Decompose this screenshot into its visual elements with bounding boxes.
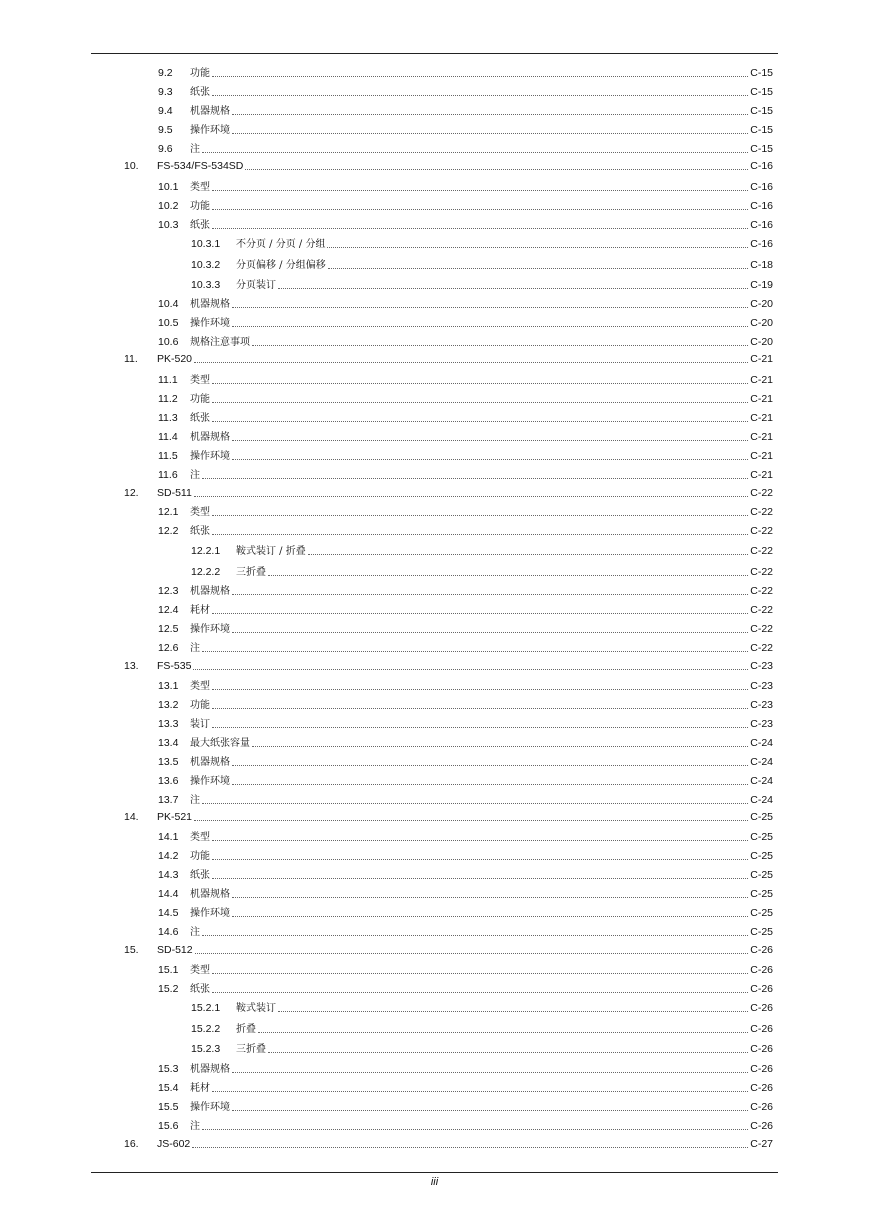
dot-leader bbox=[278, 1010, 748, 1012]
toc-entry-title: PK-521 bbox=[157, 811, 193, 823]
toc-entry-page: C-15 bbox=[750, 105, 773, 117]
page-number: iii bbox=[430, 1176, 439, 1188]
toc-entry[interactable] bbox=[158, 679, 773, 693]
toc-entry-page: C-26 bbox=[750, 1043, 773, 1055]
dot-leader bbox=[258, 1031, 748, 1033]
toc-entry-number: 15.4 bbox=[158, 1082, 179, 1094]
toc-entry[interactable] bbox=[124, 659, 773, 673]
toc-entry-number: 11.6 bbox=[158, 469, 178, 481]
toc-entry-number: 12.3 bbox=[158, 585, 179, 597]
toc-entry-number: 12.4 bbox=[158, 604, 179, 616]
toc-entry-number: 11.3 bbox=[158, 412, 178, 424]
toc-entry-title: 类型 bbox=[190, 965, 210, 976]
dot-leader bbox=[212, 420, 748, 422]
toc-entry-title: 折叠 bbox=[236, 1024, 256, 1035]
toc-entry-title: 类型 bbox=[190, 375, 210, 386]
toc-entry-page: C-21 bbox=[750, 469, 773, 481]
dot-leader bbox=[252, 344, 748, 346]
toc-entry-title: 三折叠 bbox=[236, 567, 266, 578]
footer-rule bbox=[91, 1172, 778, 1173]
toc-entry-page: C-22 bbox=[750, 623, 773, 635]
toc-entry-number: 13.4 bbox=[158, 737, 179, 749]
toc-entry[interactable] bbox=[158, 641, 773, 655]
dot-leader bbox=[268, 1051, 748, 1053]
toc-entry[interactable] bbox=[158, 199, 773, 213]
dot-leader bbox=[232, 325, 748, 327]
toc-entry-page: C-24 bbox=[750, 756, 773, 768]
toc-entry[interactable] bbox=[158, 180, 773, 194]
toc-entry-page: C-20 bbox=[750, 317, 773, 329]
toc-entry-number: 11.4 bbox=[158, 431, 178, 443]
toc-entry-number: 15.1 bbox=[158, 964, 179, 976]
toc-entry-number: 10.3.3 bbox=[191, 279, 221, 291]
toc-entry-page: C-25 bbox=[750, 811, 773, 823]
dot-leader bbox=[212, 707, 748, 709]
toc-entry-number: 13.7 bbox=[158, 794, 179, 806]
toc-entry-number: 12. bbox=[124, 487, 139, 499]
dot-leader bbox=[194, 819, 748, 821]
toc-entry-page: C-26 bbox=[750, 1002, 773, 1014]
toc-entry-title: 注 bbox=[190, 795, 200, 806]
toc-entry-number: 10. bbox=[124, 160, 139, 172]
toc-entry-title: 规格注意事项 bbox=[190, 337, 250, 348]
dot-leader bbox=[232, 593, 748, 595]
toc-entry-title: 注 bbox=[190, 927, 200, 938]
dot-leader bbox=[232, 1109, 748, 1111]
toc-entry-number: 10.4 bbox=[158, 298, 179, 310]
toc-entry-number: 15.2.3 bbox=[191, 1043, 221, 1055]
dot-leader bbox=[202, 1128, 748, 1130]
dot-leader bbox=[232, 915, 748, 917]
toc-entry[interactable] bbox=[158, 142, 773, 156]
toc-entry[interactable] bbox=[158, 297, 773, 311]
dot-leader bbox=[232, 783, 748, 785]
dot-leader bbox=[193, 668, 748, 670]
toc-entry[interactable] bbox=[158, 411, 773, 425]
toc-entry-page: C-24 bbox=[750, 794, 773, 806]
toc-entry-page: C-18 bbox=[750, 259, 773, 271]
toc-entry[interactable] bbox=[191, 237, 773, 251]
toc-entry-number: 15.3 bbox=[158, 1063, 179, 1075]
toc-entry[interactable] bbox=[124, 1137, 773, 1151]
toc-entry-number: 13.3 bbox=[158, 718, 179, 730]
toc-entry-page: C-22 bbox=[750, 506, 773, 518]
toc-entry-title: 耗材 bbox=[190, 1083, 210, 1094]
toc-entry[interactable] bbox=[158, 717, 773, 731]
toc-entry[interactable] bbox=[124, 159, 773, 173]
dot-leader bbox=[278, 287, 748, 289]
toc-entry-page: C-22 bbox=[750, 487, 773, 499]
toc-entry-number: 11.1 bbox=[158, 374, 178, 386]
toc-entry[interactable] bbox=[158, 603, 773, 617]
toc-entry[interactable] bbox=[158, 505, 773, 519]
toc-entry-title: 类型 bbox=[190, 182, 210, 193]
dot-leader bbox=[212, 94, 748, 96]
toc-entry[interactable] bbox=[158, 373, 773, 387]
toc-entry[interactable] bbox=[191, 258, 773, 272]
toc-entry[interactable] bbox=[158, 66, 773, 80]
dot-leader bbox=[232, 896, 748, 898]
toc-entry-number: 14.2 bbox=[158, 850, 179, 862]
toc-entry[interactable] bbox=[158, 755, 773, 769]
toc-entry[interactable] bbox=[158, 736, 773, 750]
toc-entry-page: C-26 bbox=[750, 944, 773, 956]
toc-entry-page: C-15 bbox=[750, 67, 773, 79]
toc-entry-title: 操作环境 bbox=[190, 624, 230, 635]
toc-entry[interactable] bbox=[124, 943, 773, 957]
toc-entry-page: C-24 bbox=[750, 775, 773, 787]
dot-leader bbox=[202, 477, 748, 479]
toc-entry-title: 纸张 bbox=[190, 87, 210, 98]
toc-entry-title: 操作环境 bbox=[190, 1102, 230, 1113]
toc-entry-number: 12.2.2 bbox=[191, 566, 221, 578]
dot-leader bbox=[212, 726, 748, 728]
toc-entry-number: 15.5 bbox=[158, 1101, 179, 1113]
toc-entry-number: 15.2 bbox=[158, 983, 179, 995]
toc-entry-page: C-26 bbox=[750, 983, 773, 995]
toc-entry-title: 类型 bbox=[190, 507, 210, 518]
dot-leader bbox=[232, 132, 748, 134]
toc-entry-page: C-26 bbox=[750, 964, 773, 976]
toc-entry-number: 9.3 bbox=[158, 86, 173, 98]
toc-entry-title: 机器规格 bbox=[190, 1064, 230, 1075]
toc-entry-number: 13.1 bbox=[158, 680, 179, 692]
toc-entry-title: FS-535 bbox=[157, 660, 192, 672]
toc-entry[interactable] bbox=[158, 906, 773, 920]
toc-entry[interactable] bbox=[158, 1119, 773, 1133]
toc-entry-number: 13.2 bbox=[158, 699, 179, 711]
toc-entry-title: 注 bbox=[190, 1121, 200, 1132]
toc-entry[interactable] bbox=[158, 963, 773, 977]
toc-entry-page: C-26 bbox=[750, 1082, 773, 1094]
toc-entry-page: C-25 bbox=[750, 869, 773, 881]
toc-entry-number: 12.2.1 bbox=[191, 545, 221, 557]
dot-leader bbox=[212, 208, 748, 210]
dot-leader bbox=[268, 574, 748, 576]
dot-leader bbox=[195, 952, 749, 954]
toc-entry[interactable] bbox=[124, 810, 773, 824]
toc-entry-page: C-25 bbox=[750, 888, 773, 900]
dot-leader bbox=[212, 991, 748, 993]
toc-entry-page: C-25 bbox=[750, 850, 773, 862]
toc-entry-title: SD-512 bbox=[157, 944, 193, 956]
dot-leader bbox=[212, 877, 748, 879]
toc-entry[interactable] bbox=[158, 85, 773, 99]
toc-entry-title: 装订 bbox=[190, 719, 210, 730]
toc-entry[interactable] bbox=[158, 849, 773, 863]
toc-entry-title: 注 bbox=[190, 144, 200, 155]
dot-leader bbox=[232, 458, 748, 460]
toc-entry-number: 13. bbox=[124, 660, 139, 672]
dot-leader bbox=[202, 802, 748, 804]
toc-entry[interactable] bbox=[158, 468, 773, 482]
toc-entry-title: 机器规格 bbox=[190, 106, 230, 117]
toc-entry-number: 10.3 bbox=[158, 219, 179, 231]
toc-entry-title: 机器规格 bbox=[190, 432, 230, 443]
toc-entry-title: FS-534/FS-534SD bbox=[157, 160, 244, 172]
toc-entry-page: C-22 bbox=[750, 604, 773, 616]
toc-entry-page: C-25 bbox=[750, 831, 773, 843]
dot-leader bbox=[212, 514, 748, 516]
toc-entry[interactable] bbox=[158, 887, 773, 901]
toc-entry-number: 14.6 bbox=[158, 926, 179, 938]
toc-entry[interactable] bbox=[158, 430, 773, 444]
toc-entry-number: 11. bbox=[124, 353, 138, 365]
toc-entry[interactable] bbox=[191, 1001, 773, 1015]
dot-leader bbox=[252, 745, 748, 747]
toc-entry-page: C-27 bbox=[750, 1138, 773, 1150]
toc-entry[interactable] bbox=[158, 524, 773, 538]
toc-entry-page: C-22 bbox=[750, 525, 773, 537]
toc-entry-title: 纸张 bbox=[190, 220, 210, 231]
toc-entry-title: 不分页 / 分页 / 分组 bbox=[236, 239, 326, 250]
toc-entry-title: 分页偏移 / 分组偏移 bbox=[236, 260, 326, 271]
dot-leader bbox=[232, 764, 748, 766]
dot-leader bbox=[212, 612, 748, 614]
toc-entry-page: C-23 bbox=[750, 718, 773, 730]
dot-leader bbox=[212, 382, 748, 384]
toc-entry-page: C-26 bbox=[750, 1101, 773, 1113]
toc-entry-title: 分页装订 bbox=[236, 280, 276, 291]
dot-leader bbox=[308, 553, 749, 555]
toc-entry-title: JS-602 bbox=[157, 1138, 191, 1150]
toc-entry-number: 10.5 bbox=[158, 317, 179, 329]
toc-entry[interactable] bbox=[158, 982, 773, 996]
toc-entry[interactable] bbox=[191, 1042, 773, 1056]
toc-entry-title: 功能 bbox=[190, 851, 210, 862]
toc-entry-page: C-20 bbox=[750, 336, 773, 348]
toc-entry[interactable] bbox=[191, 1022, 773, 1036]
toc-entry[interactable] bbox=[158, 123, 773, 137]
dot-leader bbox=[232, 113, 748, 115]
toc-entry[interactable] bbox=[158, 925, 773, 939]
toc-entry-number: 14.5 bbox=[158, 907, 179, 919]
toc-entry-title: 机器规格 bbox=[190, 757, 230, 768]
toc-entry-page: C-16 bbox=[750, 181, 773, 193]
toc-entry-page: C-21 bbox=[750, 450, 773, 462]
toc-entry[interactable] bbox=[158, 698, 773, 712]
toc-entry-page: C-16 bbox=[750, 219, 773, 231]
toc-entry[interactable] bbox=[158, 830, 773, 844]
toc-entry-title: 类型 bbox=[190, 681, 210, 692]
toc-entry-page: C-22 bbox=[750, 585, 773, 597]
toc-entry-title: 机器规格 bbox=[190, 586, 230, 597]
dot-leader bbox=[232, 306, 748, 308]
toc-entry-title: 功能 bbox=[190, 201, 210, 212]
dot-leader bbox=[232, 439, 748, 441]
toc-entry-title: 操作环境 bbox=[190, 125, 230, 136]
toc-entry-page: C-21 bbox=[750, 412, 773, 424]
toc-entry-title: 最大纸张容量 bbox=[190, 738, 250, 749]
toc-entry-title: 操作环境 bbox=[190, 776, 230, 787]
dot-leader bbox=[212, 227, 748, 229]
toc-entry-number: 9.2 bbox=[158, 67, 173, 79]
toc-entry-page: C-23 bbox=[750, 660, 773, 672]
toc-entry-page: C-26 bbox=[750, 1023, 773, 1035]
dot-leader bbox=[194, 495, 748, 497]
toc-entry-page: C-23 bbox=[750, 699, 773, 711]
toc-entry[interactable] bbox=[191, 278, 773, 292]
toc-entry[interactable] bbox=[158, 392, 773, 406]
toc-entry[interactable] bbox=[158, 774, 773, 788]
toc-entry[interactable] bbox=[158, 449, 773, 463]
toc-entry-number: 14. bbox=[124, 811, 139, 823]
toc-entry[interactable] bbox=[158, 793, 773, 807]
toc-entry-number: 16. bbox=[124, 1138, 139, 1150]
toc-entry-page: C-26 bbox=[750, 1063, 773, 1075]
toc-entry-number: 14.3 bbox=[158, 869, 179, 881]
toc-entry-page: C-21 bbox=[750, 374, 773, 386]
dot-leader bbox=[212, 401, 748, 403]
toc-entry[interactable] bbox=[158, 335, 773, 349]
toc-entry-number: 9.6 bbox=[158, 143, 173, 155]
toc-entry[interactable] bbox=[158, 868, 773, 882]
dot-leader bbox=[212, 688, 748, 690]
toc-entry-page: C-23 bbox=[750, 680, 773, 692]
toc-entry-number: 10.1 bbox=[158, 181, 179, 193]
toc-entry-number: 10.6 bbox=[158, 336, 179, 348]
dot-leader bbox=[212, 972, 748, 974]
toc-entry[interactable] bbox=[191, 565, 773, 579]
toc-entry-title: 注 bbox=[190, 643, 200, 654]
toc-entry[interactable] bbox=[124, 352, 773, 366]
toc-entry-number: 13.6 bbox=[158, 775, 179, 787]
toc-entry-title: 纸张 bbox=[190, 526, 210, 537]
toc-entry-number: 9.4 bbox=[158, 105, 173, 117]
toc-entry-page: C-26 bbox=[750, 1120, 773, 1132]
dot-leader bbox=[212, 858, 748, 860]
dot-leader bbox=[327, 246, 748, 248]
toc-entry-page: C-15 bbox=[750, 124, 773, 136]
toc-entry[interactable] bbox=[158, 1062, 773, 1076]
toc-entry-title: 机器规格 bbox=[190, 299, 230, 310]
toc-entry-title: 纸张 bbox=[190, 413, 210, 424]
toc-entry-number: 12.6 bbox=[158, 642, 179, 654]
dot-leader bbox=[212, 533, 748, 535]
toc-entry-page: C-19 bbox=[750, 279, 773, 291]
toc-entry[interactable] bbox=[158, 584, 773, 598]
toc-entry-title: 功能 bbox=[190, 394, 210, 405]
toc-entry-number: 13.5 bbox=[158, 756, 179, 768]
dot-leader bbox=[192, 1146, 748, 1148]
toc-entry-number: 15.2.1 bbox=[191, 1002, 221, 1014]
toc-entry[interactable] bbox=[158, 1081, 773, 1095]
toc-entry-number: 11.5 bbox=[158, 450, 178, 462]
toc-entry-title: 纸张 bbox=[190, 984, 210, 995]
toc-entry-number: 12.2 bbox=[158, 525, 179, 537]
toc-entry-number: 15.6 bbox=[158, 1120, 179, 1132]
toc-entry-page: C-16 bbox=[750, 200, 773, 212]
toc-entry-page: C-16 bbox=[750, 160, 773, 172]
toc-entry-number: 15.2.2 bbox=[191, 1023, 221, 1035]
toc-entry-number: 15. bbox=[124, 944, 139, 956]
toc-entry-page: C-15 bbox=[750, 143, 773, 155]
toc-entry-number: 12.5 bbox=[158, 623, 179, 635]
toc-entry[interactable] bbox=[158, 104, 773, 118]
toc-entry-page: C-21 bbox=[750, 353, 773, 365]
toc-entry-title: 鞍式装订 / 折叠 bbox=[236, 546, 306, 557]
toc-entry-page: C-22 bbox=[750, 642, 773, 654]
toc-entry-page: C-15 bbox=[750, 86, 773, 98]
dot-leader bbox=[212, 839, 748, 841]
toc-entry-number: 10.3.1 bbox=[191, 238, 221, 250]
toc-entry-title: 纸张 bbox=[190, 870, 210, 881]
toc-entry-number: 9.5 bbox=[158, 124, 173, 136]
toc-entry-page: C-24 bbox=[750, 737, 773, 749]
toc-entry-title: 操作环境 bbox=[190, 908, 230, 919]
toc-entry-page: C-25 bbox=[750, 926, 773, 938]
toc-entry-page: C-21 bbox=[750, 393, 773, 405]
toc-entry-title: 操作环境 bbox=[190, 318, 230, 329]
toc-entry-title: 类型 bbox=[190, 832, 210, 843]
dot-leader bbox=[194, 361, 748, 363]
toc-entry-number: 14.1 bbox=[158, 831, 179, 843]
toc-entry[interactable] bbox=[124, 486, 773, 500]
toc-entry-number: 10.3.2 bbox=[191, 259, 221, 271]
dot-leader bbox=[212, 1090, 748, 1092]
dot-leader bbox=[202, 934, 748, 936]
dot-leader bbox=[212, 189, 748, 191]
toc-entry-page: C-21 bbox=[750, 431, 773, 443]
toc-entry-number: 10.2 bbox=[158, 200, 179, 212]
toc-entry-number: 12.1 bbox=[158, 506, 179, 518]
toc-entry[interactable] bbox=[158, 218, 773, 232]
toc-entry-title: 机器规格 bbox=[190, 889, 230, 900]
toc-entry-number: 11.2 bbox=[158, 393, 178, 405]
toc-entry[interactable] bbox=[191, 544, 773, 558]
toc-entry-title: SD-511 bbox=[157, 487, 192, 499]
dot-leader bbox=[232, 631, 748, 633]
toc-entry-page: C-22 bbox=[750, 566, 773, 578]
dot-leader bbox=[328, 267, 749, 269]
toc-entry-number: 14.4 bbox=[158, 888, 179, 900]
toc-entry-title: 鞍式装订 bbox=[236, 1003, 276, 1014]
toc-entry[interactable] bbox=[158, 1100, 773, 1114]
toc-entry-title: 注 bbox=[190, 470, 200, 481]
dot-leader bbox=[202, 151, 748, 153]
toc-entry-title: 三折叠 bbox=[236, 1044, 266, 1055]
dot-leader bbox=[245, 168, 748, 170]
toc-entry-title: 耗材 bbox=[190, 605, 210, 616]
toc-entry-page: C-20 bbox=[750, 298, 773, 310]
toc-entry-page: C-16 bbox=[750, 238, 773, 250]
toc-entry[interactable] bbox=[158, 316, 773, 330]
toc-entry[interactable] bbox=[158, 622, 773, 636]
toc-entry-title: 操作环境 bbox=[190, 451, 230, 462]
dot-leader bbox=[202, 650, 748, 652]
toc-entry-page: C-22 bbox=[750, 545, 773, 557]
toc-entry-page: C-25 bbox=[750, 907, 773, 919]
dot-leader bbox=[212, 75, 748, 77]
toc-entry-title: 功能 bbox=[190, 700, 210, 711]
toc-entry-title: PK-520 bbox=[157, 353, 193, 365]
dot-leader bbox=[232, 1071, 748, 1073]
toc-entry-title: 功能 bbox=[190, 68, 210, 79]
